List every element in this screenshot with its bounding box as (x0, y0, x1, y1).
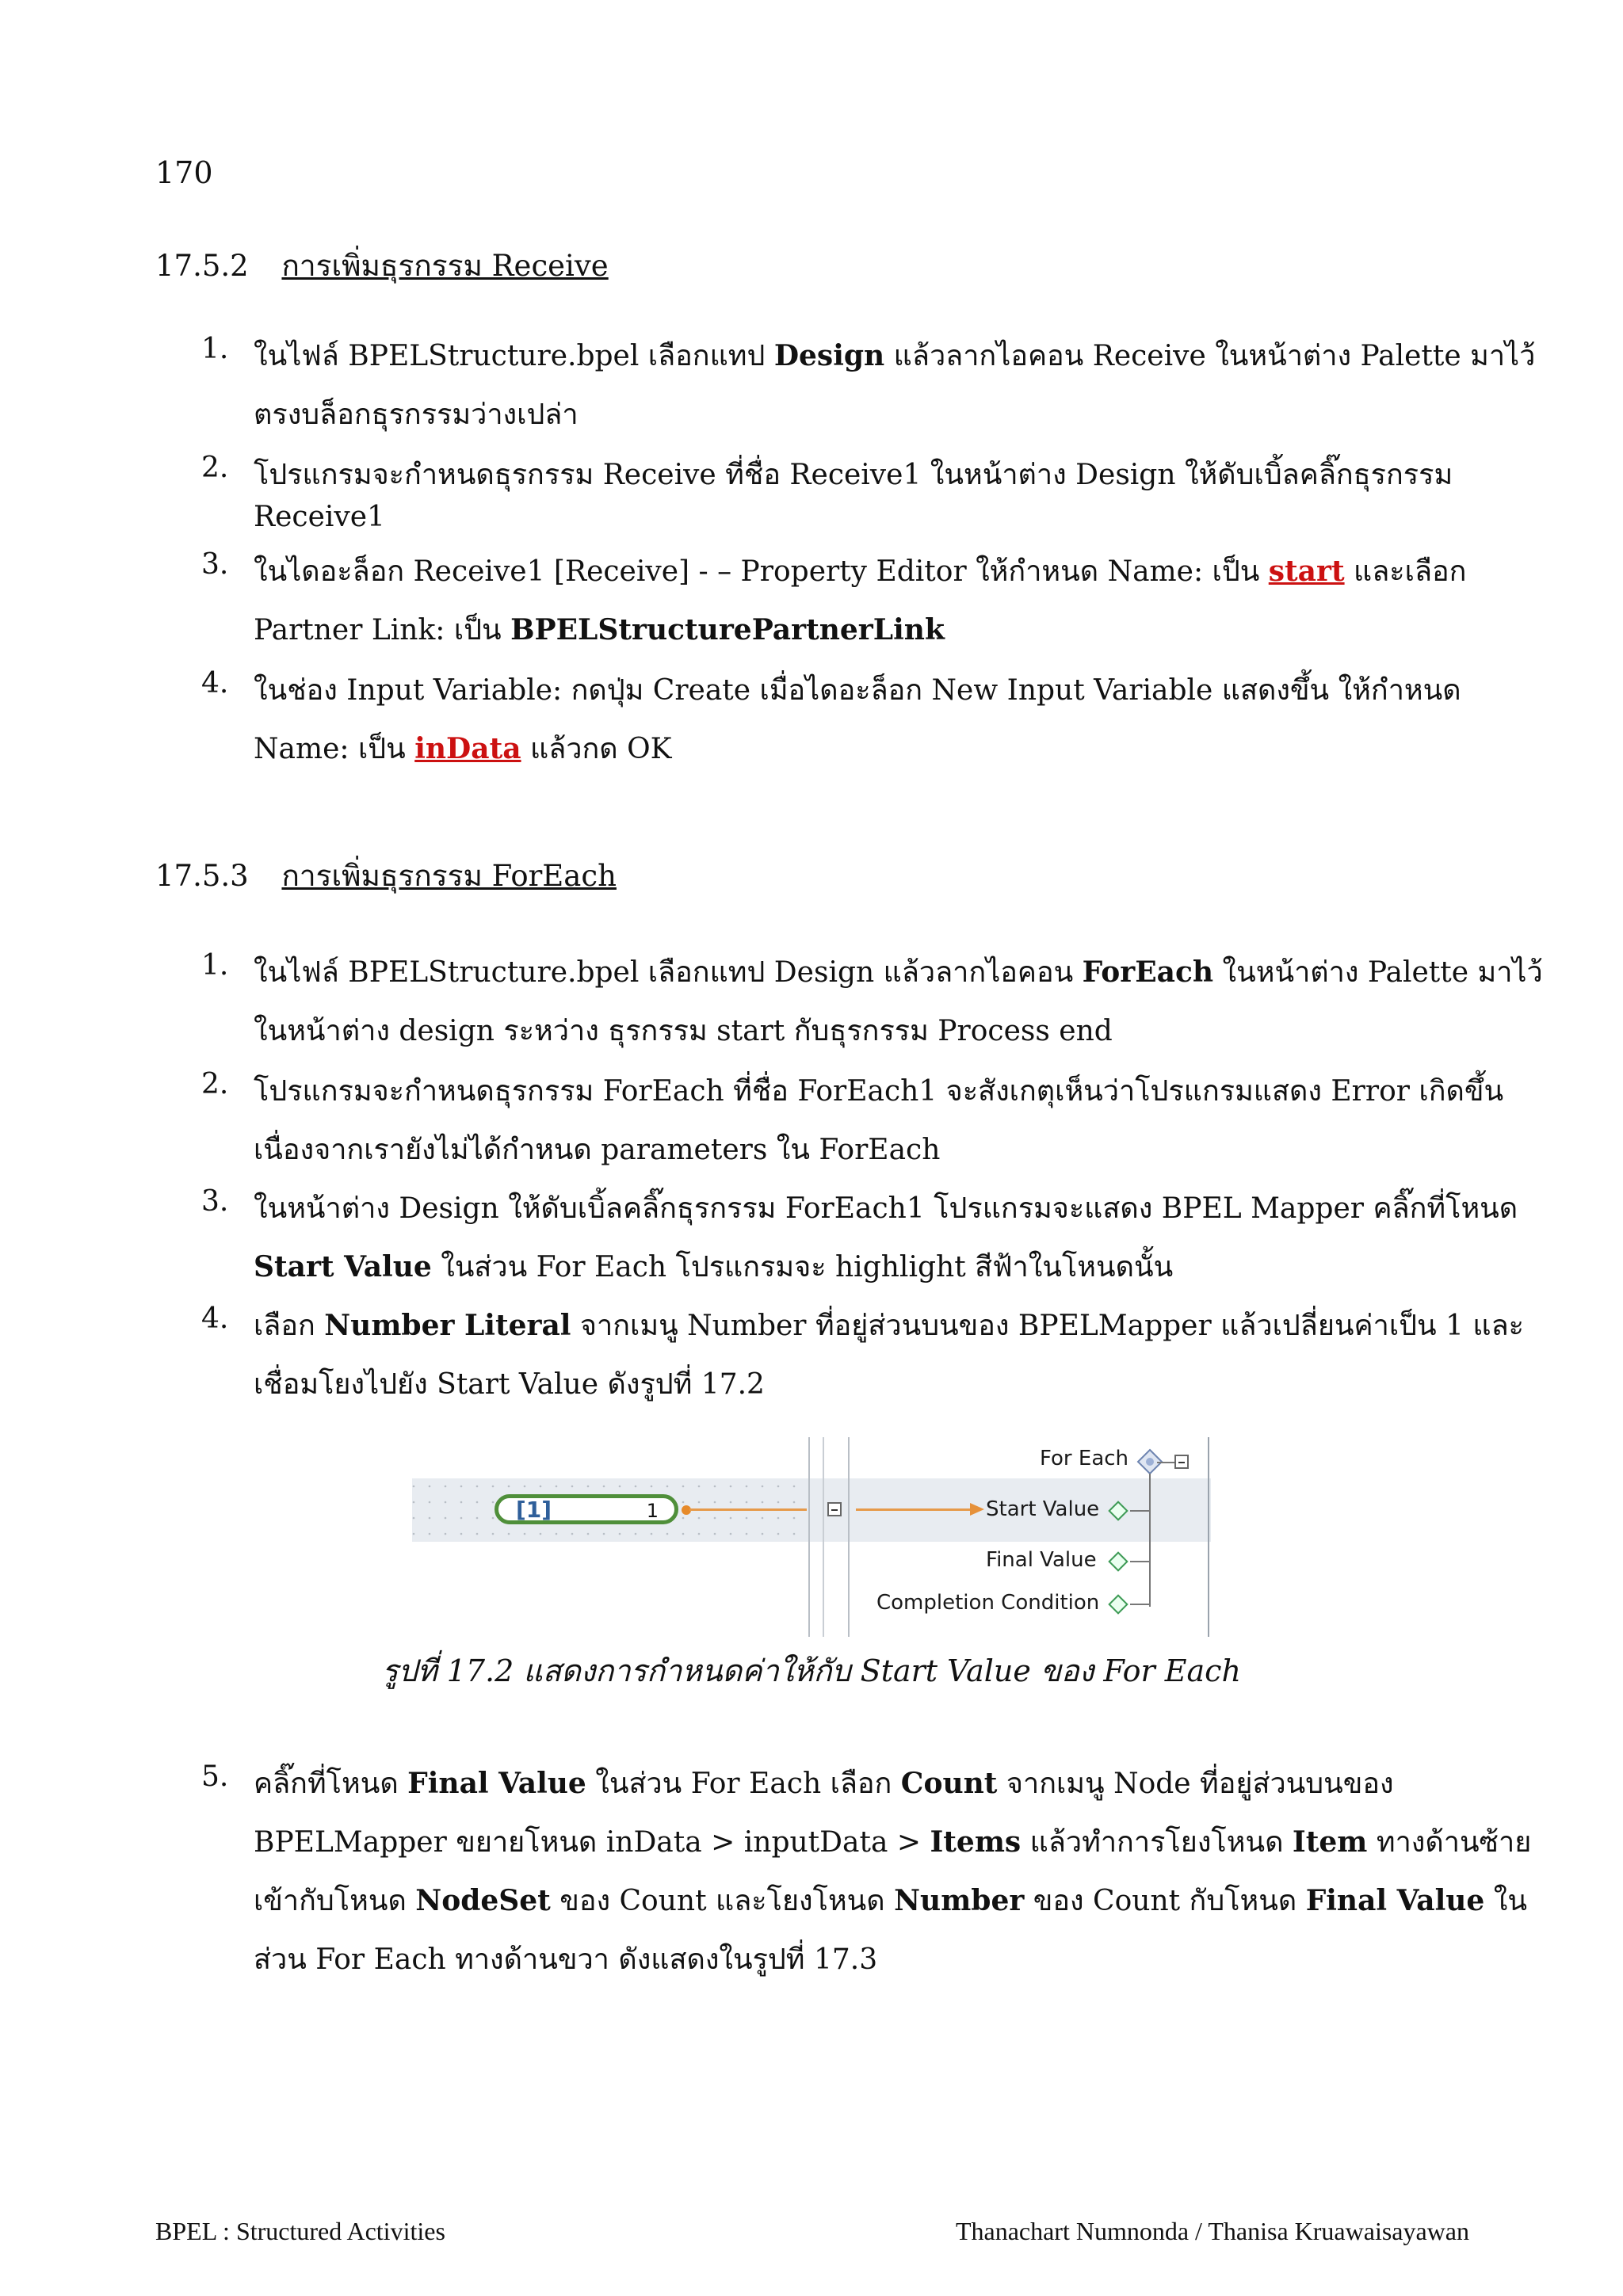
for-each-node[interactable]: For Each (1040, 1447, 1129, 1470)
text-run: และเลือก (1344, 555, 1467, 588)
text-run: ในไฟล์ BPELStructure.bpel เลือกแทป Design แล้วลากไอคอน (254, 956, 1083, 989)
tree-branch (1130, 1510, 1151, 1512)
list-item-line (254, 949, 1543, 994)
list-item-line (254, 607, 945, 652)
link-line-left (689, 1508, 807, 1511)
text-run: ในหน้าต่าง design ระหว่าง ธุรกรรม start กับธุรกรรม Process end (254, 1015, 1113, 1047)
list-number: 1. (201, 333, 229, 365)
text-run: คลิ๊กที่โหนด (254, 1768, 408, 1800)
list-item-line (254, 1819, 1531, 1864)
text-run: เชื่อมโยงไปยัง Start Value ดังรูปที่ 17.2 (254, 1368, 765, 1401)
list-item-line (254, 1302, 1524, 1348)
text-run: แล้วกด OK (521, 733, 672, 765)
list-item-line (254, 1936, 877, 1981)
section-title: การเพิ่มธุรกรรม ForEach (281, 859, 617, 893)
list-item-line (254, 1068, 1503, 1113)
text-run: โปรแกรมจะกำหนดธุรกรรม ForEach ที่ชื่อ ForEach1 จะสังเกตุเห็นว่าโปรแกรมแสดง Error เกิดขึ้น (254, 1075, 1504, 1108)
completion-condition-node[interactable]: Completion Condition (876, 1591, 1100, 1615)
tree-branch (1130, 1604, 1151, 1605)
list-item-line (254, 1244, 1173, 1289)
splitter-mid (823, 1437, 824, 1637)
mapper-grid (412, 1437, 808, 1637)
list-number: 3. (201, 548, 229, 581)
text-run: BPELMapper ขยายโหนด inData > inputData > (254, 1826, 930, 1859)
section-title: การเพิ่มธุรกรรม Receive (281, 249, 609, 283)
text-run: Name: เป็น (254, 733, 415, 765)
highlighted-value: inData (414, 732, 521, 765)
tree-line (1149, 1474, 1151, 1607)
section-number: 17.5.3 (155, 859, 249, 893)
list-number: 5. (201, 1760, 229, 1793)
bold-term: Number Literal (324, 1309, 571, 1342)
list-item-line (254, 452, 1453, 497)
collapse-icon[interactable] (827, 1502, 842, 1516)
text-run: จากเมนู Number ที่อยู่ส่วนบนของ BPELMapper แล้วเปลี่ยนค่าเป็น 1 และ (571, 1310, 1524, 1342)
text-run: ในส่วน For Each โปรแกรมจะ highlight สีฟ้าในโหนดนั้น (431, 1251, 1174, 1283)
link-line-right (856, 1508, 976, 1511)
list-item-line (254, 1185, 1518, 1230)
right-border (1208, 1437, 1209, 1637)
list-item-line (254, 548, 1466, 593)
page-number: 170 (155, 155, 213, 190)
list-number: 2. (201, 1068, 229, 1100)
text-run: จากเมนู Node ที่อยู่ส่วนบนของ (997, 1768, 1394, 1800)
bold-term: NodeSet (415, 1884, 551, 1917)
list-item-line (254, 1008, 1113, 1053)
list-item-line (254, 1361, 765, 1406)
text-run: ของ Count กับโหนด (1024, 1885, 1306, 1917)
start-value-node[interactable]: Start Value (986, 1497, 1100, 1521)
text-run: ในไฟล์ BPELStructure.bpel เลือกแทป (254, 340, 774, 372)
text-run: ทางด้านซ้าย (1367, 1826, 1532, 1859)
text-run: ตรงบล็อกธุรกรรมว่างเปล่า (254, 399, 579, 431)
list-item-line (254, 667, 1461, 712)
bold-term: Final Value (407, 1767, 586, 1800)
arrow-head-icon (970, 1502, 986, 1518)
bold-term: Items (930, 1825, 1022, 1859)
list-number: 3. (201, 1185, 229, 1218)
tree-branch (1130, 1561, 1151, 1562)
text-run: เข้ากับโหนด (254, 1885, 416, 1917)
text-run: ส่วน For Each ทางด้านขวา ดังแสดงในรูปที่ 17.3 (254, 1943, 878, 1976)
bold-term: Final Value (1305, 1884, 1485, 1917)
section-number: 17.5.2 (155, 249, 249, 283)
text-run: Partner Link: เป็น (254, 614, 511, 646)
highlighted-value: start (1268, 555, 1345, 588)
bold-term: Number (894, 1884, 1025, 1917)
bpel-mapper-figure (412, 1437, 1211, 1637)
text-run: แล้วทำการโยงโหนด (1021, 1826, 1293, 1859)
list-item-line (254, 1127, 940, 1172)
list-item-line (254, 333, 1535, 378)
final-value-node[interactable]: Final Value (986, 1548, 1097, 1572)
splitter-right[interactable] (848, 1437, 850, 1637)
list-number: 1. (201, 949, 229, 982)
completion-condition-port-icon[interactable] (1108, 1594, 1128, 1614)
text-run: ในช่อง Input Variable: กดปุ่ม Create เมื่อไดอะล็อก New Input Variable แสดงขึ้น ให้กำหนด (254, 674, 1461, 707)
section-heading-foreach (155, 852, 617, 899)
list-number: 4. (201, 1302, 229, 1335)
bold-term: Design (773, 339, 885, 372)
text-run: ในส่วน For Each เลือก (586, 1768, 901, 1800)
text-run: ของ Count และโยงโหนด (550, 1885, 895, 1917)
section-heading-receive (155, 242, 609, 289)
list-item-line (254, 391, 579, 437)
text-run: ใน (1484, 1885, 1527, 1917)
text-run: แล้วลากไอคอน Receive ในหน้าต่าง Palette มาไว้ (884, 340, 1536, 372)
footer-right: Thanachart Numnonda / Thanisa Kruawaisayawan (955, 2217, 1469, 2245)
footer-left: BPEL : Structured Activities (155, 2217, 445, 2245)
bold-term: Item (1292, 1825, 1368, 1859)
bold-term: Count (900, 1767, 998, 1800)
literal-value[interactable]: 1 (646, 1500, 659, 1522)
text-run: ในหน้าต่าง Design ให้ดับเบิ้ลคลิ๊กธุรกรรม ForEach1 โปรแกรมจะแสดง BPEL Mapper คลิ๊กที่โหนด (254, 1192, 1518, 1225)
number-literal-node[interactable] (495, 1494, 678, 1524)
text-run: เลือก (254, 1310, 325, 1342)
text-run: โปรแกรมจะกำหนดธุรกรรม Receive ที่ชื่อ Receive1 ในหน้าต่าง Design ให้ดับเบิ้ลคลิ๊กธุรกรรม (254, 459, 1453, 491)
text-run: เนื่องจากเรายังไม่ได้กำหนด parameters ใน ForEach (254, 1134, 941, 1166)
splitter-left[interactable] (808, 1437, 810, 1637)
bold-term: BPELStructurePartnerLink (510, 613, 945, 646)
collapse-for-each-icon[interactable] (1174, 1455, 1189, 1469)
text-run: Receive1 (254, 501, 385, 533)
bold-term: ForEach (1082, 955, 1214, 989)
list-item-line (254, 1878, 1527, 1923)
text-run: ในไดอะล็อก Receive1 [Receive] - – Property Editor ให้กำหนด Name: เป็น (254, 555, 1269, 588)
list-item-line (254, 501, 385, 533)
bold-term: Start Value (254, 1250, 432, 1283)
final-value-port-icon[interactable] (1108, 1551, 1128, 1571)
text-run: ในหน้าต่าง Palette มาไว้ (1213, 956, 1543, 989)
list-number: 4. (201, 667, 229, 700)
figure-caption: รูปที่ 17.2 แสดงการกำหนดค่าให้กับ Start Value ของ For Each (382, 1653, 1241, 1688)
list-item-line (254, 1760, 1394, 1806)
tree-branch (1157, 1462, 1174, 1463)
number-literal-icon: [1] (516, 1497, 552, 1523)
list-number: 2. (201, 452, 229, 484)
list-item-line (254, 726, 672, 771)
